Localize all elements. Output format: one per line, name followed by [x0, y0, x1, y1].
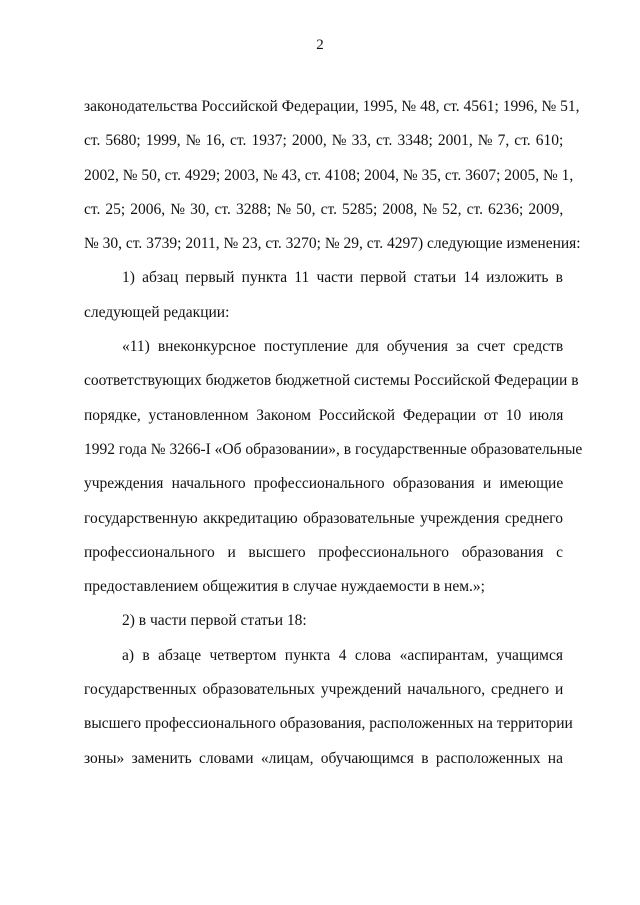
- text-line: предоставлением общежития в случае нуждаемости в нем.»;: [84, 578, 485, 596]
- text-line: профессионального и высшего профессионального образования с: [84, 543, 564, 561]
- text-line: ст. 25; 2006, № 30, ст. 3288; № 50, ст. 5285; 2008, № 52, ст. 6236; 2009,: [84, 200, 564, 218]
- text-line: государственных образовательных учреждений начального, среднего и: [84, 681, 564, 699]
- text-line: 1) абзац первый пункта 11 части первой статьи 14 изложить в: [122, 269, 563, 287]
- text-line: государственную аккредитацию образовательные учреждения среднего: [84, 509, 563, 527]
- text-line: 2) в части первой статьи 18:: [122, 612, 307, 630]
- page-number: 2: [316, 37, 324, 53]
- text-line: зоны» заменить словами «лицам, обучающимся в расположенных на: [84, 749, 563, 767]
- text-line: ст. 5680; 1999, № 16, ст. 1937; 2000, № 33, ст. 3348; 2001, № 7, ст. 610;: [84, 132, 564, 150]
- text-line: законодательства Российской Федерации, 1995, № 48, ст. 4561; 1996, № 51,: [84, 98, 580, 115]
- text-line: высшего профессионального образования, расположенных на территории: [84, 715, 573, 733]
- text-line: 2002, № 50, ст. 4929; 2003, № 43, ст. 4108; 2004, № 35, ст. 3607; 2005, № 1,: [84, 166, 574, 184]
- document-body: [84, 90, 583, 776]
- text-line: следующей редакции:: [84, 303, 230, 321]
- text-line: 1992 года № 3266-I «Об образовании», в государственные образовательные: [84, 440, 583, 458]
- text-line: соответствующих бюджетов бюджетной системы Российской Федерации в: [84, 372, 579, 390]
- text-line: «11) внеконкурсное поступление для обучения за счет средств: [122, 338, 564, 356]
- text-line: № 30, ст. 3739; 2011, № 23, ст. 3270; № 29, ст. 4297) следующие изменения:: [84, 235, 581, 253]
- text-line: порядке, установленном Законом Российской Федерации от 10 июля: [84, 406, 564, 424]
- text-line: а) в абзаце четвертом пункта 4 слова «аспирантам, учащимся: [122, 646, 563, 664]
- text-line: учреждения начального профессионального образования и имеющие: [84, 475, 564, 493]
